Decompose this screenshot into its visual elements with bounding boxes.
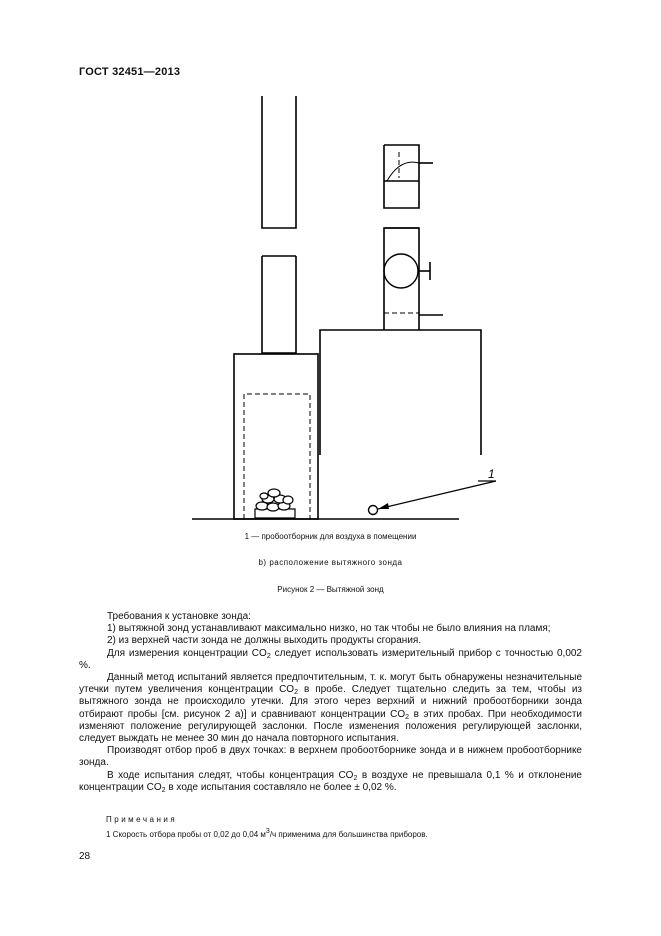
heater-stones: [255, 489, 295, 518]
chimney-upper-segment: [262, 96, 296, 228]
exhaust-hood: [320, 330, 481, 455]
chimney-lower-segment: [262, 256, 296, 353]
callout-arrowhead: [378, 503, 389, 509]
list-item: 2) из верхней части зонда не должны выходить продукты сгорания.: [107, 635, 422, 647]
paragraph: Производят отбор проб в двух точках: в верхнем пробоотборнике зонда и в нижнем пробоотборнике зонда.: [79, 745, 582, 769]
paragraph: Требования к установке зонда:: [107, 611, 251, 622]
page-number: 28: [79, 851, 91, 862]
callout-leader: [378, 481, 496, 509]
paragraph: В ходе испытания следят, чтобы концентрация $CO_2$ в воздухе не превышала 0,1 % и отклонение концентрации $CO_2$ в ходе испытания составляло не более ± 0,02 %.: [79, 769, 582, 794]
figure-title: Рисунок 2 — Вытяжной зонд: [277, 585, 384, 594]
damper-circle: [384, 254, 418, 288]
standard-header: ГОСТ 32451—2013: [79, 66, 181, 78]
note-item: 1 Скорость отбора пробы от 0,02 до 0,04 $м^3/ч$ применима для большинства приборов.: [106, 828, 428, 839]
room-air-sampler: [369, 506, 378, 515]
body-text: [79, 611, 582, 794]
paragraph: Данный метод испытаний является предпочтительным, т. к. могут быть обнаружены незначительные утечки путем увеличения концентрации $CO_2$ в пробе. Следует тщательно следить за тем, чтобы из вытяжного зонда не происходило утечки. Для этого через верхний и нижний пробоотборники зонда отбирают пробы [см. рисунок 2 а)] и сравнивают концентрации $CO_2$ в этих пробах. При необходимости изменяют положение регулирующей заслонки. После изменения положения регулирующей заслонки, следует выждать не менее 30 мин до начала повторного испытания.: [79, 672, 582, 745]
probe-tube-lower: [384, 228, 419, 330]
callout-number: 1: [488, 467, 495, 481]
figure-legend: 1 — пробоотборник для воздуха в помещении: [244, 532, 417, 541]
figure-subcaption: b) расположение вытяжного зонда: [258, 558, 403, 567]
list-item: 1) вытяжной зонд устанавливают максимально низко, но так чтобы не было влияния на пламя;: [107, 623, 551, 635]
paragraph: Для измерения концентрации $CO_2$ следует использовать измерительный прибор с точностью 0,002 %.: [79, 647, 582, 671]
notes-heading: Примечания: [106, 815, 178, 824]
